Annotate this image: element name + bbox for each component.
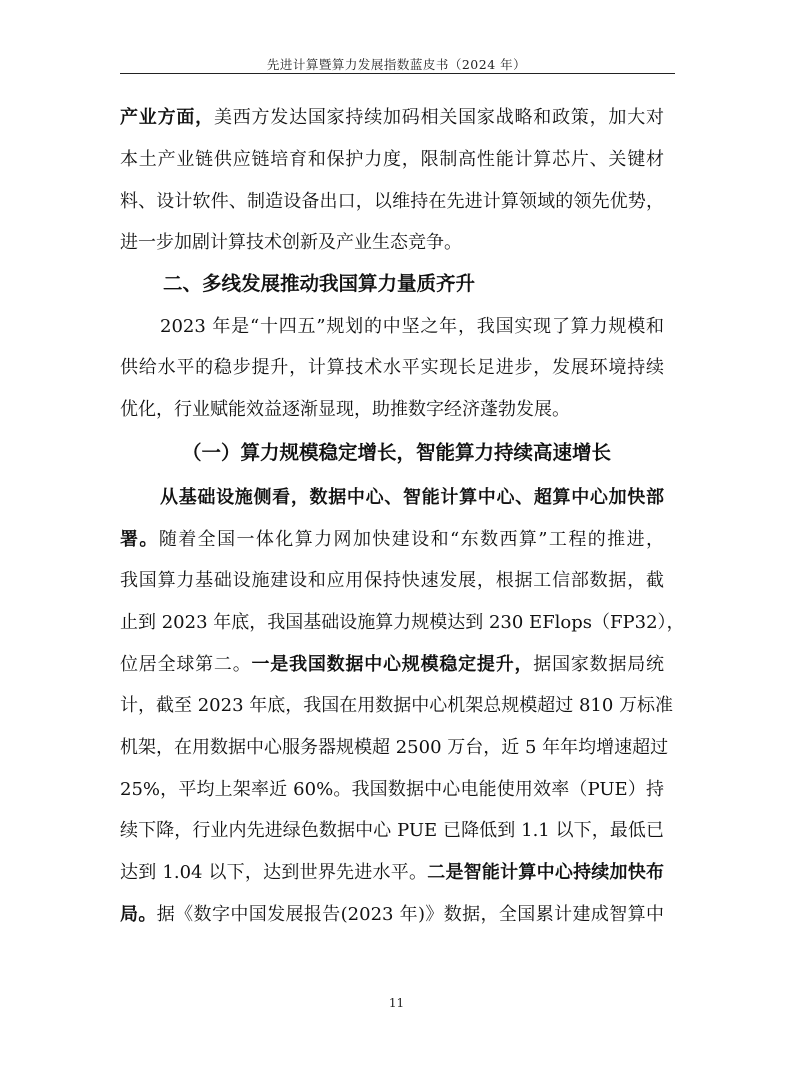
paragraph-line: 进一步加剧计算技术创新及产业生态竞争。 (120, 232, 462, 253)
bold-run: 二是智能计算中心持续加快布 (427, 862, 664, 883)
text-run: 美西方发达国家持续加码相关国家战略和政策，加大对 (213, 107, 665, 128)
text-run: 据国家数据局统 (533, 654, 665, 675)
paragraph-line: 供给水平的稳步提升，计算技术水平实现长足进步，发展环境持续 (120, 357, 664, 378)
running-header: 先进计算暨算力发展指数蓝皮书（2024 年） (266, 57, 527, 72)
text-run: 据《数字中国发展报告(2023 年)》数据，全国累计建成智算中 (156, 904, 665, 925)
subsection-heading: （一）算力规模稳定增长，智能算力持续高速增长 (181, 441, 611, 464)
paragraph-line (120, 106, 664, 130)
paragraph-line: 续下降，行业内先进绿色数据中心 PUE 已降低到 1.1 以下，最低已 (120, 820, 664, 841)
paragraph-line: 我国算力基础设施建设和应用保持快速发展，根据工信部数据，截 (120, 570, 664, 591)
page-number: 11 (388, 996, 405, 1010)
paragraph-line: 25%，平均上架率近 60%。我国数据中心电能使用效率（PUE）持 (120, 779, 664, 800)
paragraph-line: 机架，在用数据中心服务器规模超 2500 万台，近 5 年年均增速超过 (120, 737, 669, 758)
bold-lead: 产业方面， (120, 107, 214, 128)
paragraph-line: 从基础设施侧看，数据中心、智能计算中心、超算中心加快部 (160, 487, 664, 508)
text-run: 随着全国一体化算力网加快建设和“东数西算”工程的推进， (158, 529, 664, 550)
paragraph-line: 止到 2023 年底，我国基础设施算力规模达到 230 EFlops（FP32）， (120, 612, 685, 633)
paragraph-line: 优化，行业赋能效益逐渐显现，助推数字经济蓬勃发展。 (120, 399, 570, 420)
text-run: 位居全球第二。 (120, 654, 252, 675)
paragraph-line (120, 861, 664, 885)
paragraph-line (120, 903, 664, 927)
paragraph-line: 本土产业链供应链培育和保护力度，限制高性能计算芯片、关键材 (120, 149, 664, 170)
bold-run: 署。 (120, 529, 159, 550)
bold-run: 一是我国数据中心规模稳定提升， (251, 654, 534, 675)
paragraph-line: 2023 年是“十四五”规划的中坚之年，我国实现了算力规模和 (160, 316, 664, 337)
section-heading: 二、多线发展推动我国算力量质齐升 (163, 272, 476, 295)
header-rule (120, 73, 675, 74)
paragraph-line (120, 528, 664, 552)
text-run: 达到 1.04 以下，达到世界先进水平。 (120, 862, 428, 883)
paragraph-line: 料、设计软件、制造设备出口，以维持在先进计算领域的领先优势， (120, 191, 664, 212)
paragraph-line: 计，截至 2023 年底，我国在用数据中心机架总规模超过 810 万标准 (120, 695, 674, 716)
paragraph-line (120, 653, 664, 677)
bold-run: 局。 (120, 904, 157, 925)
